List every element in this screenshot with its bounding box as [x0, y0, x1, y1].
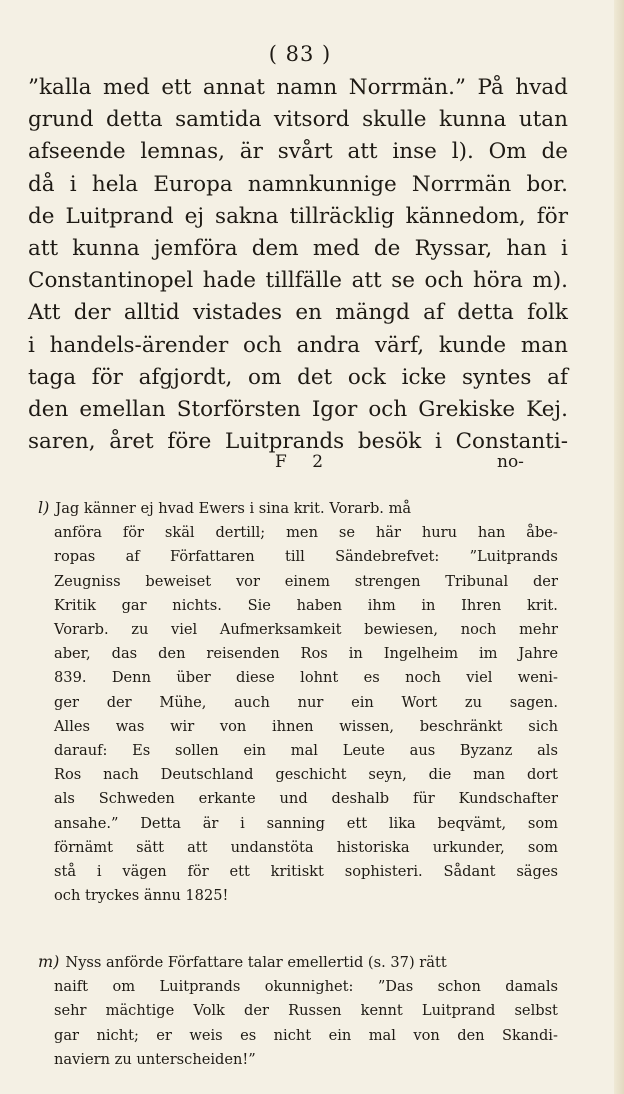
word: Igor — [311, 397, 358, 423]
word: Russen — [288, 1002, 342, 1020]
word: Europa — [153, 171, 233, 197]
word: ger — [54, 693, 79, 711]
word: inse — [392, 139, 437, 165]
footnote-line — [38, 642, 558, 666]
word: Zeugniss — [54, 572, 121, 590]
word: beqvämt, — [437, 814, 507, 832]
word: lika — [388, 814, 416, 832]
word: sätt — [136, 838, 164, 856]
word: syntes — [462, 364, 532, 390]
word: Ingelheim — [383, 645, 459, 663]
word: Kundschafter — [458, 790, 558, 808]
word: icke — [401, 364, 447, 390]
word: zu — [464, 693, 483, 711]
word: ihnen — [272, 717, 314, 735]
footnote-line — [38, 999, 558, 1023]
word: man — [520, 332, 568, 358]
footnote-line — [38, 787, 558, 811]
word: höra — [472, 268, 523, 294]
footnote-line — [38, 496, 558, 521]
signature-mark: F 2 — [275, 452, 334, 472]
word: om — [112, 978, 136, 996]
word: er — [156, 1026, 172, 1044]
word: Ryssar, — [414, 236, 493, 262]
word: reisenden — [206, 645, 280, 663]
word: detta — [105, 107, 163, 133]
word: im — [478, 645, 498, 663]
word: förnämt — [54, 838, 113, 856]
word: okunnighet: — [264, 978, 354, 996]
word: der — [73, 300, 111, 326]
word: samtida — [175, 107, 262, 133]
word: anföra — [54, 524, 102, 542]
word: dem — [251, 236, 299, 262]
word: auch — [234, 693, 270, 711]
word: detta — [457, 300, 514, 326]
word: der — [106, 693, 132, 711]
word: åbe- — [526, 524, 558, 542]
text-line — [28, 265, 568, 297]
word: Sådant — [443, 863, 496, 881]
word: Es — [132, 742, 151, 760]
word: ”kalla — [28, 75, 92, 100]
word: tillfälle — [265, 268, 343, 294]
word: haben — [296, 596, 343, 614]
word: undanstöta — [230, 838, 314, 856]
word: vor — [235, 572, 260, 590]
word: Författaren — [170, 548, 255, 566]
word: i — [28, 332, 35, 358]
word: wissen, — [339, 717, 395, 735]
word: är — [239, 139, 263, 165]
word: geschicht — [275, 766, 347, 784]
text-line — [28, 297, 568, 329]
word: ein — [243, 742, 267, 760]
footnote-line — [38, 836, 558, 860]
word: viel — [466, 669, 493, 687]
footnote-line — [38, 739, 558, 763]
word: nicht; — [96, 1026, 139, 1044]
text-line — [28, 136, 568, 168]
word: Detta — [140, 814, 181, 832]
word: att — [351, 268, 382, 294]
word: i — [69, 171, 77, 197]
word: Mühe, — [159, 693, 207, 711]
word: lohnt — [300, 669, 339, 687]
word: in — [348, 645, 363, 663]
word: einem — [284, 572, 330, 590]
word: über — [176, 669, 211, 687]
word: Deutschland — [160, 766, 254, 784]
word: Constanti- — [455, 429, 568, 455]
word: folk — [527, 300, 568, 326]
word: Storförsten — [176, 397, 301, 423]
word: aus — [409, 742, 436, 760]
word: besök — [357, 429, 422, 455]
word: für — [412, 790, 435, 808]
word: nichts. — [172, 596, 222, 614]
footnote-line — [38, 594, 558, 618]
word: was — [115, 717, 145, 735]
word: gar — [54, 1026, 80, 1044]
word: ”Das — [377, 978, 414, 996]
footnote-line — [38, 812, 558, 836]
page-number: ( 83 ) — [268, 42, 332, 66]
word: hela — [91, 171, 139, 197]
word: mal — [368, 1026, 396, 1044]
word: weni- — [517, 669, 558, 687]
word: weis — [189, 1026, 223, 1044]
word: 839. — [54, 669, 87, 687]
word: i — [561, 236, 568, 262]
word: in — [421, 596, 436, 614]
word: de — [541, 139, 568, 165]
word: i — [240, 814, 245, 832]
word: säges — [516, 863, 558, 881]
word: mächtige — [105, 1002, 175, 1020]
word: Ihren — [461, 596, 502, 614]
footnote-line: naviern zu unterscheiden!” — [54, 1050, 256, 1068]
word: i — [435, 429, 442, 455]
word: beschränkt — [419, 717, 503, 735]
word: Luitprands — [224, 429, 345, 455]
word: att — [28, 236, 59, 262]
word: ein — [351, 693, 374, 711]
word: dertill; — [215, 524, 266, 542]
word: sagen. — [509, 693, 558, 711]
word: huru — [421, 524, 457, 542]
word: vitsord — [273, 107, 350, 133]
word: den — [158, 645, 186, 663]
word: viel — [170, 621, 198, 639]
footnote-line — [38, 860, 558, 884]
word: urkunder, — [432, 838, 505, 856]
word: und — [279, 790, 308, 808]
word: Kej. — [526, 397, 568, 423]
footnote-m — [38, 950, 558, 1072]
word: das — [111, 645, 138, 663]
word: Sie — [247, 596, 271, 614]
word: emellan — [79, 397, 166, 423]
word: sich — [528, 717, 558, 735]
footnote-line — [38, 715, 558, 739]
footnote-text: Jag känner ej hvad Ewers i sina krit. Vorarb. må — [55, 500, 412, 517]
word: för — [91, 364, 123, 390]
word: Kritik — [54, 596, 96, 614]
catchword: no- — [497, 452, 524, 472]
word: afgjordt, — [138, 364, 233, 390]
word: handels-ärender — [49, 332, 229, 358]
text-line — [28, 233, 568, 265]
word: det — [297, 364, 333, 390]
text-line — [28, 394, 568, 426]
word: Aufmerksamkeit — [219, 621, 342, 639]
word: att — [347, 139, 378, 165]
word: andra — [296, 332, 361, 358]
word: kunna — [72, 236, 140, 262]
word: Constantinopel — [28, 268, 194, 294]
word: damals — [505, 978, 558, 996]
word: saren, — [28, 429, 96, 455]
word: krit. — [526, 596, 558, 614]
word: als — [537, 742, 558, 760]
word: kunde — [438, 332, 507, 358]
word: en — [295, 300, 322, 326]
word: es — [240, 1026, 257, 1044]
word: afseende — [28, 139, 126, 165]
word: skäl — [164, 524, 195, 542]
word: ropas — [54, 548, 96, 566]
word: von — [219, 717, 247, 735]
word: året — [109, 429, 154, 455]
word: ein — [328, 1026, 352, 1044]
word: darauf: — [54, 742, 108, 760]
main-text — [28, 72, 568, 458]
word: kennt — [360, 1002, 403, 1020]
footnote-line — [38, 691, 558, 715]
word: der — [244, 1002, 269, 1020]
word: Tribunal — [445, 572, 509, 590]
word: sakna — [215, 203, 279, 229]
word: Schweden — [98, 790, 175, 808]
word: historiska — [336, 838, 410, 856]
word: grund — [28, 107, 94, 133]
footnote-l — [38, 496, 558, 908]
word: se — [391, 268, 415, 294]
word: ansahe.” — [54, 814, 119, 832]
word: På — [477, 75, 504, 100]
word: värf, — [374, 332, 425, 358]
word: af — [423, 300, 444, 326]
word: naift — [54, 978, 89, 996]
word: men — [286, 524, 318, 542]
word: Volk — [193, 1002, 225, 1020]
text-line — [28, 330, 568, 362]
footnote-line — [38, 570, 558, 594]
word: Byzanz — [459, 742, 513, 760]
word: aber, — [54, 645, 91, 663]
word: för — [187, 863, 209, 881]
word: sehr — [54, 1002, 87, 1020]
word: noch — [460, 621, 497, 639]
word: erkante — [198, 790, 256, 808]
word: annat — [202, 75, 265, 100]
word: ett — [161, 75, 192, 100]
word: wir — [170, 717, 195, 735]
word: se — [338, 524, 355, 542]
word: och — [368, 397, 408, 423]
word: Vorarb. — [54, 621, 109, 639]
footnote-line: och tryckes ännu 1825! — [54, 887, 229, 905]
word: svårt — [277, 139, 333, 165]
word: vägen — [122, 863, 167, 881]
word: Luitprand — [421, 1002, 496, 1020]
word: diese — [236, 669, 275, 687]
word: som — [527, 814, 558, 832]
word: die — [428, 766, 452, 784]
word: kännedom, — [405, 203, 526, 229]
word: och — [243, 332, 282, 358]
word: der — [532, 572, 558, 590]
word: sanning — [266, 814, 325, 832]
word: han — [506, 236, 547, 262]
word: ”Luitprands — [469, 548, 558, 566]
word: Leute — [342, 742, 385, 760]
word: är — [202, 814, 219, 832]
word: skulle — [362, 107, 427, 133]
word: Grekiske — [418, 397, 516, 423]
word: den — [28, 397, 69, 423]
word: och — [424, 268, 464, 294]
word: von — [413, 1026, 440, 1044]
word: alltid — [123, 300, 180, 326]
word: deshalb — [331, 790, 390, 808]
word: es — [363, 669, 380, 687]
word: Norrmän.” — [348, 75, 466, 100]
word: då — [28, 171, 55, 197]
word: dort — [526, 766, 558, 784]
word: med — [312, 236, 360, 262]
word: utan — [518, 107, 568, 133]
word: här — [375, 524, 401, 542]
word: ock — [347, 364, 386, 390]
word: för — [122, 524, 145, 542]
word: om — [248, 364, 282, 390]
footnote-line — [38, 975, 558, 999]
word: Sändebrefvet: — [335, 548, 440, 566]
word: Alles — [54, 717, 90, 735]
footnote-line — [38, 950, 558, 975]
word: bewiesen, — [364, 621, 439, 639]
word: tillräcklig — [289, 203, 395, 229]
word: namnkunnige — [247, 171, 397, 197]
word: ej — [184, 203, 205, 229]
word: af — [547, 364, 568, 390]
word: vistades — [193, 300, 283, 326]
word: Att — [28, 300, 61, 326]
word: nach — [103, 766, 139, 784]
word: att — [187, 838, 208, 856]
word: lemnas, — [140, 139, 225, 165]
word: l). — [451, 139, 474, 165]
word: strengen — [354, 572, 421, 590]
footnote-line — [38, 763, 558, 787]
word: selbst — [514, 1002, 558, 1020]
text-line — [28, 362, 568, 394]
word: den — [457, 1026, 485, 1044]
word: de — [28, 203, 55, 229]
word: beweiset — [145, 572, 212, 590]
word: Ros — [54, 766, 82, 784]
word: af — [125, 548, 140, 566]
word: zu — [131, 621, 149, 639]
word: för — [536, 203, 568, 229]
word: Ros — [300, 645, 328, 663]
text-line — [28, 169, 568, 201]
word: med — [102, 75, 150, 100]
word: man — [473, 766, 506, 784]
footnote-line — [38, 545, 558, 569]
word: stå — [54, 863, 77, 881]
word: Luitprands — [159, 978, 241, 996]
footnote-text: Nyss anförde Författare talar emellertid (s. 37) rätt — [65, 954, 447, 971]
word: Wort — [401, 693, 438, 711]
word: als — [54, 790, 75, 808]
word: taga — [28, 364, 77, 390]
word: Jahre — [518, 645, 558, 663]
text-line — [28, 104, 568, 136]
word: jemföra — [153, 236, 238, 262]
word: schon — [437, 978, 481, 996]
word: m). — [532, 268, 568, 294]
text-line — [28, 72, 568, 104]
word: bor. — [526, 171, 568, 197]
word: ihm — [367, 596, 396, 614]
word: gar — [121, 596, 147, 614]
word: Norrmän — [411, 171, 512, 197]
word: före — [167, 429, 212, 455]
word: noch — [405, 669, 441, 687]
word: Skandi- — [502, 1026, 558, 1044]
footnote-line — [38, 1024, 558, 1048]
word: nur — [297, 693, 324, 711]
word: de — [373, 236, 401, 262]
word: namn — [276, 75, 338, 100]
footnote-mark: m) — [38, 952, 60, 971]
word: nicht — [273, 1026, 312, 1044]
footnote-mark: l) — [38, 498, 50, 517]
footnote-line — [38, 521, 558, 545]
word: Luitprand — [65, 203, 174, 229]
word: till — [284, 548, 305, 566]
word: hade — [202, 268, 256, 294]
word: Om — [488, 139, 527, 165]
word: seyn, — [368, 766, 407, 784]
word: mal — [290, 742, 318, 760]
word: mängd — [335, 300, 410, 326]
word: sollen — [175, 742, 219, 760]
word: sophisteri. — [344, 863, 423, 881]
text-line — [28, 201, 568, 233]
word: mehr — [519, 621, 558, 639]
signature-row — [0, 452, 624, 478]
word: som — [527, 838, 558, 856]
page-edge — [614, 0, 624, 1094]
footnote-line — [38, 666, 558, 690]
word: han — [477, 524, 506, 542]
word: kritiskt — [270, 863, 324, 881]
word: Denn — [111, 669, 151, 687]
word: ett — [229, 863, 250, 881]
word: i — [96, 863, 102, 881]
word: kunna — [438, 107, 507, 133]
footnote-line — [38, 618, 558, 642]
word: ett — [346, 814, 368, 832]
word: hvad — [515, 75, 568, 100]
